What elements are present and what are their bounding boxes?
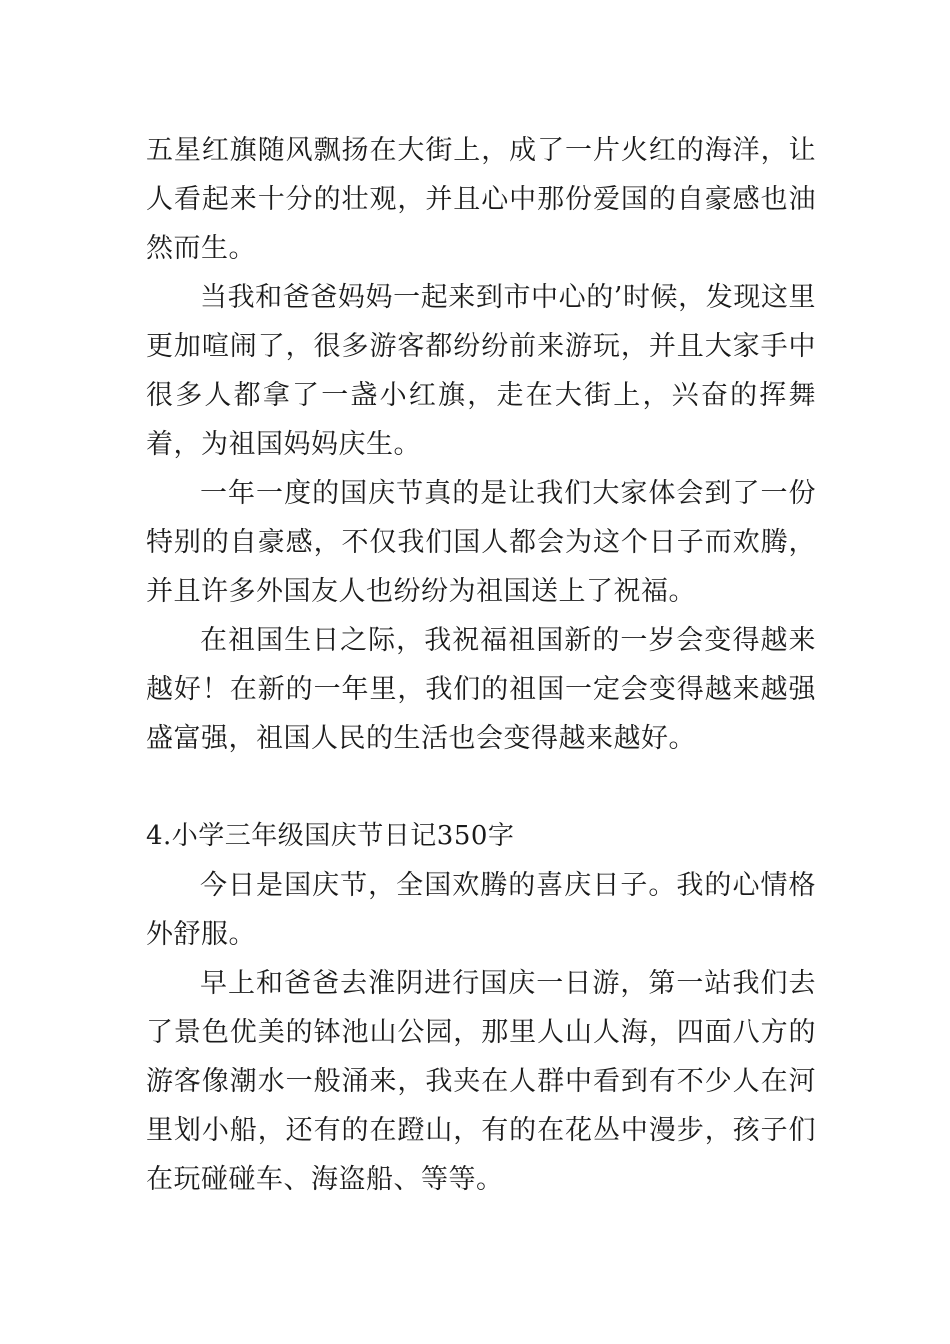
paragraph: 当我和爸爸妈妈一起来到市中心的’时候，发现这里更加喧闹了，很多游客都纷纷前来游玩，并且大家手中很多人都拿了一盏小红旗，走在大街上，兴奋的挥舞着，为祖国妈妈庆生。 <box>146 282 816 460</box>
paragraph: 在祖国生日之际，我祝福祖国新的一岁会变得越来越好！在新的一年里，我们的祖国一定会变得越来越强盛富强，祖国人民的生活也会变得越来越好。 <box>146 625 816 754</box>
section-heading: 4.小学三年级国庆节日记350字 <box>146 821 515 851</box>
paragraph: 一年一度的国庆节真的是让我们大家体会到了一份特别的自豪感，不仅我们国人都会为这个日子而欢腾，并且许多外国友人也纷纷为祖国送上了祝福。 <box>146 478 816 607</box>
document-body <box>146 126 816 1204</box>
paragraph: 今日是国庆节，全国欢腾的喜庆日子。我的心情格外舒服。 <box>146 870 816 950</box>
paragraph: 五星红旗随风飘扬在大街上，成了一片火红的海洋，让人看起来十分的壮观，并且心中那份爱国的自豪感也油然而生。 <box>146 135 816 264</box>
paragraph: 早上和爸爸去淮阴进行国庆一日游，第一站我们去了景色优美的钵池山公园，那里人山人海，四面八方的游客像潮水一般涌来，我夹在人群中看到有不少人在河里划小船，还有的在蹬山，有的在花丛中漫步，孩子们在玩碰碰车、海盗船、等等。 <box>146 968 816 1195</box>
